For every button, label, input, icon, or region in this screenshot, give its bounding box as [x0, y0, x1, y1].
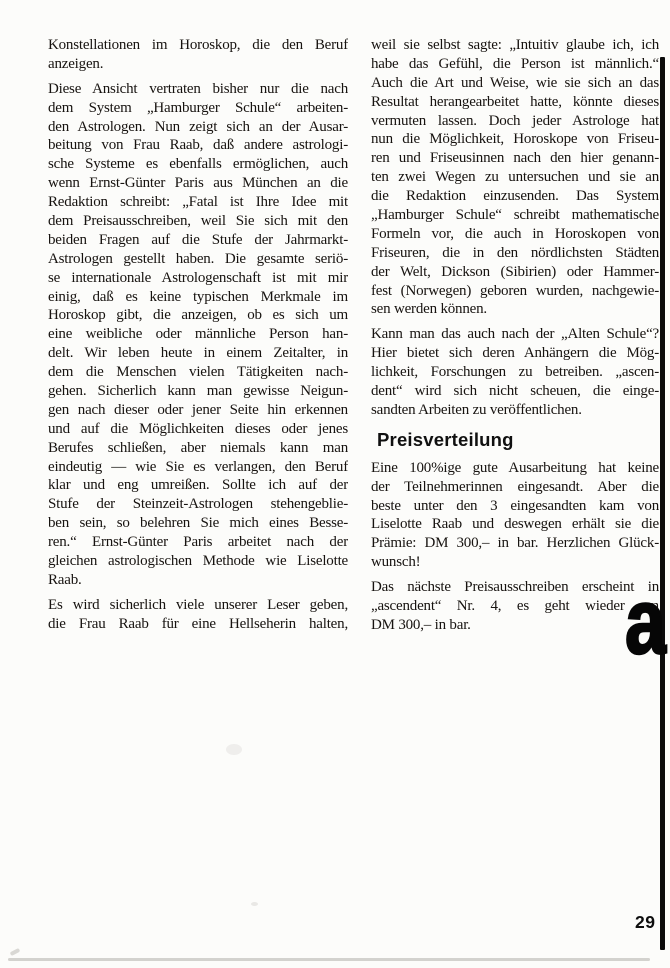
- ascendent-a-logo: a: [625, 571, 666, 673]
- text-line: der Teilnehmerinnen eingesandt. Aber die: [371, 478, 659, 495]
- scan-artifact: [10, 948, 21, 956]
- text-line: Es wird sicherlich viele unserer Leser geben,: [48, 596, 348, 613]
- text-line: se internationale Astrologenschaft ist mit mir: [48, 269, 348, 286]
- text-line: ten zwei Wegen zu untersuchen und sie an: [371, 169, 659, 186]
- text-line: klar und eng umreißen. Sollte ich auf der: [48, 477, 348, 494]
- text-line: sandten Arbeiten zu veröffentlichen.: [371, 401, 582, 418]
- text-line: Astrologen gestellt haben. Die gesamte seriö-: [48, 250, 348, 267]
- left-column: [48, 36, 348, 640]
- text-line: ren und Friseusinnen nach den hier genann-: [371, 150, 659, 167]
- page-edge-line: [660, 57, 665, 950]
- text-line: Diese Ansicht vertraten bisher nur die nach: [48, 80, 348, 97]
- text-line: Eine 100%ige gute Ausarbeitung hat keine: [371, 459, 659, 476]
- text-line: „ascendent“ Nr. 4, es geht wieder um: [371, 598, 659, 615]
- text-line: weil sie selbst sagte: „Intuitiv glaube ich, ich: [371, 37, 659, 53]
- text-line: delt. Wir leben heute in einem Zeitalter, in: [48, 345, 348, 362]
- text-line: Konstellationen im Horoskop, die den Beruf: [48, 37, 348, 53]
- paragraph: [371, 578, 659, 635]
- text-line: vermuten lassen. Doch jeder Astrologe hat: [371, 112, 659, 129]
- text-line: und auf die Möglichkeiten dieses oder jenes: [48, 420, 348, 437]
- paragraph: [371, 36, 659, 319]
- text-line: Formeln vor, die auch in Horoskopen von: [371, 225, 659, 242]
- text-line: Kann man das auch nach der „Alten Schule“?: [371, 326, 659, 343]
- text-line: Prämie: DM 300,– in bar. Herzlichen Glück-: [371, 535, 659, 552]
- text-line: Liselotte Raab und deswegen erhält sie die: [371, 516, 659, 533]
- text-line: Friseuren, die in den nördlichsten Städten: [371, 244, 659, 261]
- text-line: lichkeit, Forschungen zu betreiben. „ascen-: [371, 364, 659, 381]
- text-line: Raab.: [48, 571, 82, 588]
- text-line: eine weibliche oder männliche Person han-: [48, 326, 348, 343]
- text-line: Horoskop gibt, die anzeigen, ob es sich um: [48, 307, 348, 324]
- scan-artifact: [251, 902, 258, 906]
- text-line: ren.“ Ernst-Günter Paris arbeitet nach der: [48, 534, 348, 551]
- paragraph: [48, 80, 348, 590]
- text-line: Auch die Art und Weise, wie sie sich an das: [371, 74, 659, 91]
- text-line: Redaktion schreibt: „Fatal ist Ihre Idee mit: [48, 194, 348, 211]
- text-line: nun die Möglichkeit, Horoskope von Friseu-: [371, 131, 659, 148]
- text-line: beste unter den 3 eingesandten kam von: [371, 497, 659, 514]
- text-line: habe das Gefühl, die Person ist männlich.“: [371, 55, 659, 72]
- text-line: der Welt, Dickson (Sibirien) oder Hammer-: [371, 263, 659, 280]
- text-line: Resultat herangearbeitet hatte, könnte dieses: [371, 93, 659, 110]
- text-line: sche Systeme es ebenfalls ermöglichen, auch: [48, 156, 348, 173]
- text-line: sen werden können.: [371, 301, 487, 318]
- paragraph: [48, 596, 348, 634]
- section-heading-preisverteilung: Preisverteilung: [377, 428, 514, 450]
- text-line: fest (Norwegen) geboren wurden, nachgewie-: [371, 282, 659, 299]
- text-line: dem System „Hamburger Schule“ arbeiten-: [48, 99, 348, 116]
- text-line: dent“ wird sich nicht scheuen, die einge-: [371, 383, 659, 400]
- text-line: dem die Menschen vielen Tätigkeiten nach-: [48, 364, 348, 381]
- text-line: „Hamburger Schule“ schreibt mathematische: [371, 207, 659, 224]
- scan-artifact: [226, 744, 242, 755]
- text-line: Berufes schließen, aber niemals kann man: [48, 439, 348, 456]
- page-number: 29: [635, 912, 656, 932]
- text-line: wenn Ernst-Günter Paris aus München an die: [48, 175, 348, 192]
- text-line: dem Preisausschreiben, weil Sie sich mit den: [48, 213, 348, 230]
- text-line: einig, daß es keine typischen Merkmale im: [48, 288, 348, 305]
- paragraph: [371, 325, 659, 419]
- text-line: gehen. Sicherlich kann man gewisse Neigun-: [48, 383, 348, 400]
- text-line: beitung von Frau Raab, daß andere astrologi-: [48, 137, 348, 154]
- text-line: gen nach dieser oder jener Seite hin erkennen: [48, 401, 348, 418]
- text-line: Hier bietet sich deren Anhängern die Mög-: [371, 345, 659, 362]
- scan-bottom-shadow: [8, 958, 650, 961]
- text-line: ben sein, so belehren Sie mich eines Besse-: [48, 515, 348, 532]
- text-line: Das nächste Preisausschreiben erscheint in: [371, 579, 659, 596]
- text-line: anzeigen.: [48, 55, 104, 72]
- text-line: die Redaktion einzusenden. Das System: [371, 188, 659, 205]
- text-line: wunsch!: [371, 554, 421, 571]
- text-line: beiden Fragen auf die Stufe der Jahrmarkt-: [48, 231, 348, 248]
- paragraph: [371, 459, 659, 572]
- paragraph: [48, 36, 348, 74]
- text-line: DM 300,– in bar.: [371, 616, 471, 633]
- text-line: die Frau Raab für eine Hellseherin halten,: [48, 615, 348, 632]
- text-line: Stufe der Steinzeit-Astrologen stehengeblie-: [48, 496, 348, 513]
- text-line: den Astrologen. Nun zeigt sich an der Ausar-: [48, 118, 348, 135]
- text-line: gleichen astrologischen Methode wie Liselotte: [48, 553, 348, 570]
- text-line: eindeutig — wie Sie es verlangen, den Beruf: [48, 458, 348, 475]
- right-column: [371, 36, 659, 641]
